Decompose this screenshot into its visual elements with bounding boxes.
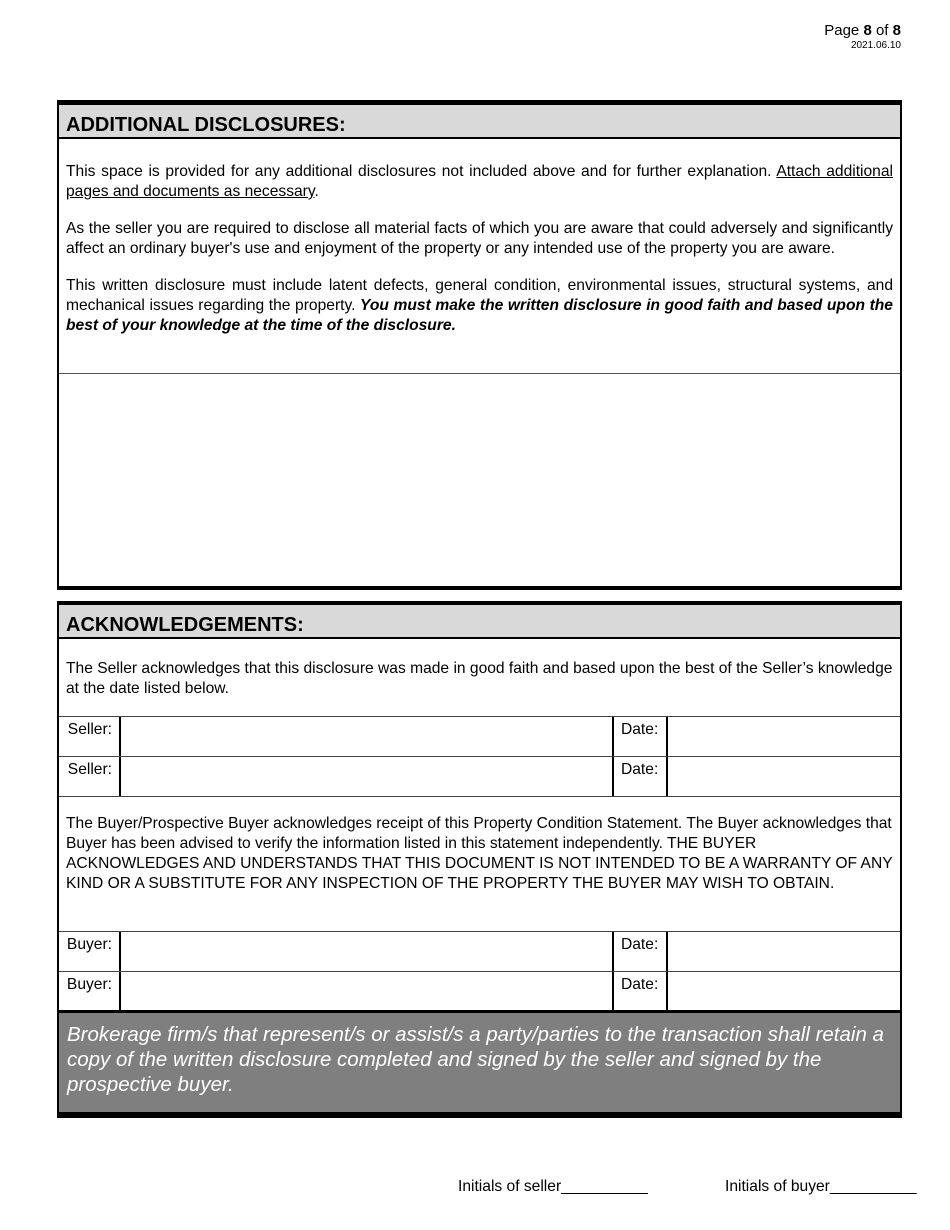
- buyer-label: Buyer:: [59, 972, 121, 1011]
- scope-text: This written disclosure must include latent defects, general condition, environmental issues, structural systems, and mechanical issues regarding the property.: [66, 277, 893, 314]
- buyer-acknowledgement-block: [59, 796, 900, 894]
- seller-date-field[interactable]: [668, 757, 900, 796]
- disclosure-scope-paragraph: [59, 276, 900, 336]
- instruction-end: .: [314, 183, 319, 200]
- buyer-signature-row: [59, 971, 900, 1011]
- page-total: 8: [892, 22, 901, 39]
- section-heading: ADDITIONAL DISCLOSURES:: [59, 105, 900, 139]
- form-version: 2021.06.10: [850, 40, 901, 51]
- buyer-initials-field[interactable]: Initials of buyer__________: [725, 1178, 917, 1195]
- seller-acknowledgement-text: The Seller acknowledges that this disclosure was made in good faith and based upon the best of the Seller’s knowledge at the date listed below.: [66, 660, 893, 697]
- acknowledgements-section: [57, 601, 902, 1118]
- buyer-signature-field[interactable]: [121, 972, 612, 1011]
- seller-signature-row: [59, 716, 900, 756]
- buyer-signature-field[interactable]: [121, 932, 612, 971]
- section-heading: ACKNOWLEDGEMENTS:: [59, 605, 900, 639]
- disclosure-duty-paragraph: As the seller you are required to disclose all material facts of which you are aware that could adversely and significantly affect an ordinary buyer's use and enjoyment of the property or any intended use of the property you are aware.: [66, 220, 893, 257]
- page-prefix: Page: [824, 22, 860, 39]
- buyer-date-field[interactable]: [668, 972, 900, 1011]
- attach-note: Attach additional pages and documents as necessary: [66, 163, 893, 200]
- date-label: Date:: [612, 972, 668, 1011]
- additional-disclosures-field[interactable]: [59, 373, 900, 586]
- date-label: Date:: [612, 932, 668, 971]
- instruction-text: This space is provided for any additional disclosures not included above and for further explanation.: [66, 163, 777, 180]
- good-faith-note: You must make the written disclosure in good faith and based upon the best of your knowledge at the time of the disclosure.: [66, 297, 893, 334]
- page-of: of: [875, 22, 889, 39]
- buyer-date-field[interactable]: [668, 932, 900, 971]
- buyer-acknowledgement-text: The Buyer/Prospective Buyer acknowledges receipt of this Property Condition Statement. The Buyer acknowledges that Buyer has been advised to verify the information listed in this statement independently. THE BUYER ACKNOWLEDGES AND UNDERSTANDS THAT THIS DOCUMENT IS NOT INTENDED TO BE A WARRANTY OF ANY KIND OR A SUBSTITUTE FOR ANY INSPECTION OF THE PROPERTY THE BUYER MAY WISH TO OBTAIN.: [66, 815, 893, 892]
- seller-date-field[interactable]: [668, 717, 900, 756]
- seller-signature-row: [59, 756, 900, 796]
- page-current: 8: [863, 22, 872, 39]
- date-label: Date:: [612, 757, 668, 796]
- seller-label: Seller:: [59, 717, 121, 756]
- instruction-paragraph: [59, 162, 900, 202]
- brokerage-notice: Brokerage firm/s that represent/s or assist/s a party/parties to the transaction shall retain a copy of the written disclosure completed and signed by the seller and signed by the prospective buyer.: [59, 1010, 900, 1112]
- buyer-signature-row: [59, 931, 900, 971]
- seller-initials-field[interactable]: Initials of seller__________: [458, 1178, 648, 1195]
- page-number: [824, 22, 901, 39]
- seller-signature-field[interactable]: [121, 717, 612, 756]
- seller-signature-field[interactable]: [121, 757, 612, 796]
- buyer-label: Buyer:: [59, 932, 121, 971]
- additional-disclosures-section: [57, 100, 902, 590]
- date-label: Date:: [612, 717, 668, 756]
- seller-label: Seller:: [59, 757, 121, 796]
